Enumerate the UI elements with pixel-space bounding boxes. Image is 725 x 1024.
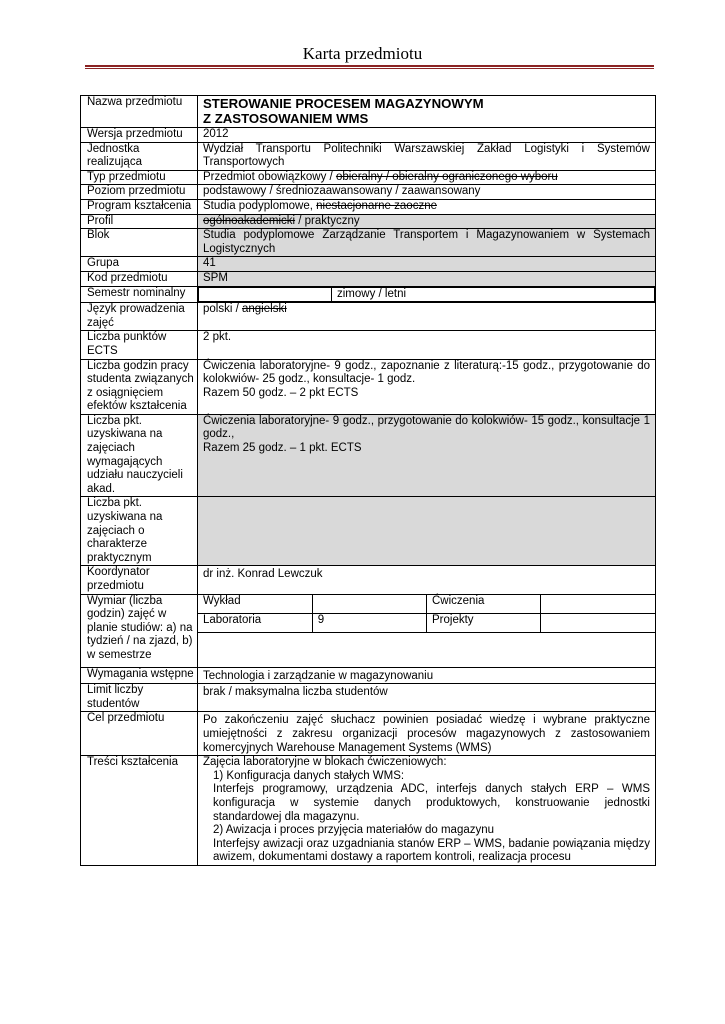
row-kod xyxy=(81,271,656,286)
tresci-paragraph-1: Interfejs programowy, urządzenia ADC, interfejs danych stałych ERP – WMS konfiguracja w systemie danych produktowych, konstruowanie jednostki standardowej dla magazynu. xyxy=(213,783,650,823)
row-typ xyxy=(81,170,656,185)
row-wymiar xyxy=(81,594,656,667)
value-cel: Po zakończeniu zajęć słuchacz powinien posiadać wiedzę i wybrane praktyczne umiejętności z zakresu organizacji procesów magazynowych z zastosowaniem komercyjnych Warehouse Management Systems (WMS) xyxy=(198,712,656,756)
row-blok xyxy=(81,229,656,257)
pkt-nauczyciel-line1: Ćwiczenia laboratoryjne- 9 godz., przygotowanie do kolokwiów- 15 godz., konsultacje 1 godz., xyxy=(203,414,650,441)
label-semestr: Semestr nominalny xyxy=(81,286,198,303)
row-program xyxy=(81,199,656,214)
label-kod: Kod przedmiotu xyxy=(81,271,198,286)
label-wymagania: Wymagania wstępne xyxy=(81,667,198,684)
typ-plain: Przedmiot obowiązkowy / xyxy=(203,170,336,183)
value-koordynator: dr inż. Konrad Lewczuk xyxy=(198,566,656,594)
value-ects: 2 pkt. xyxy=(198,331,656,359)
value-blok: Studia podyplomowe Zarządzanie Transportem i Magazynowaniem w Systemach Logistycznych xyxy=(198,229,656,257)
value-semestr xyxy=(198,286,656,303)
jezyk-struck: angielski xyxy=(242,303,287,316)
value-grupa: 41 xyxy=(198,257,656,272)
row-nazwa xyxy=(81,96,656,128)
row-grupa xyxy=(81,257,656,272)
profil-plain: / praktyczny xyxy=(295,214,360,227)
typ-struck: obieralny / obieralny ograniczonego wyboru xyxy=(335,170,558,183)
page-title: Karta przedmiotu xyxy=(302,44,423,63)
row-jednostka xyxy=(81,142,656,170)
value-program xyxy=(198,199,656,214)
tresci-heading-1: 1) Konfiguracja danych stałych WMS: xyxy=(213,769,405,782)
row-limit xyxy=(81,684,656,712)
course-card-table xyxy=(80,95,656,866)
value-wersja: 2012 xyxy=(198,128,656,143)
pkt-nauczyciel-line2: Razem 25 godz. – 1 pkt. ECTS xyxy=(203,442,362,455)
wymiar-wyklad-value xyxy=(312,595,426,614)
wymiar-projekty-value xyxy=(541,613,655,632)
value-kod: SPM xyxy=(198,271,656,286)
tresci-paragraph-2: Interfejsy awizacji oraz uzgadniania stanów ERP – WMS, badanie powiązania między awizem, dokumentami dostawy a raportem kontroli, realizacja procesu xyxy=(213,837,650,864)
value-profil xyxy=(198,214,656,229)
godziny-line1: Ćwiczenia laboratoryjne- 9 godz., zapoznanie z literaturą:-15 godz., przygotowanie do kolokwiów- 25 godz., konsultacje- 1 godz. xyxy=(203,359,650,386)
wymiar-laboratoria-label: Laboratoria xyxy=(198,613,312,632)
row-pkt-praktyczne xyxy=(81,497,656,566)
program-struck: niestacjonarne zaoczne xyxy=(316,199,437,212)
label-wymiar: Wymiar (liczba godzin) zajęć w planie studiów: a) na tydzień / na zjazd, b) w semestrze xyxy=(81,594,198,667)
label-profil: Profil xyxy=(81,214,198,229)
jezyk-plain: polski / xyxy=(203,303,242,316)
program-plain: Studia podyplomowe, xyxy=(203,199,317,212)
row-wymagania xyxy=(81,667,656,684)
wymiar-grid xyxy=(198,595,655,667)
value-wymagania: Technologia i zarządzanie w magazynowaniu xyxy=(198,667,656,684)
value-typ xyxy=(198,170,656,185)
course-title-line1: STEROWANIE PROCESEM MAGAZYNOWYM xyxy=(203,96,484,111)
tresci-intro: Zajęcia laboratoryjne w blokach ćwiczeniowych: xyxy=(203,756,447,769)
value-nazwa xyxy=(198,96,656,128)
label-ects: Liczba punktów ECTS xyxy=(81,331,198,359)
row-poziom xyxy=(81,185,656,200)
wymiar-cwiczenia-value xyxy=(541,595,655,614)
label-godziny: Liczba godzin pracy studenta związanych z osiągnięciem efektów kształcenia xyxy=(81,359,198,414)
label-koordynator: Koordynator przedmiotu xyxy=(81,566,198,594)
label-program: Program kształcenia xyxy=(81,199,198,214)
godziny-line2: Razem 50 godz. – 2 pkt ECTS xyxy=(203,386,359,399)
tresci-heading-2: 2) Awizacja i proces przyjęcia materiałów do magazynu xyxy=(213,824,495,837)
value-jednostka: Wydział Transportu Politechniki Warszawskiej Zakład Logistyki i Systemów Transportowych xyxy=(198,142,656,170)
label-wersja: Wersja przedmiotu xyxy=(81,128,198,143)
wymiar-laboratoria-value: 9 xyxy=(312,613,426,632)
label-jezyk: Język prowadzenia zajęć xyxy=(81,303,198,331)
label-jednostka: Jednostka realizująca xyxy=(81,142,198,170)
label-tresci: Treści kształcenia xyxy=(81,756,198,866)
row-pkt-nauczyciel xyxy=(81,414,656,497)
profil-struck: ogólnoakademicki xyxy=(203,214,296,227)
row-cel xyxy=(81,712,656,756)
value-wymiar xyxy=(198,594,656,667)
row-profil xyxy=(81,214,656,229)
row-godziny xyxy=(81,359,656,414)
label-poziom: Poziom przedmiotu xyxy=(81,185,198,200)
label-blok: Blok xyxy=(81,229,198,257)
label-cel: Cel przedmiotu xyxy=(81,712,198,756)
wymiar-blank xyxy=(198,632,655,667)
label-nazwa: Nazwa przedmiotu xyxy=(81,96,198,128)
wymiar-cwiczenia-label: Ćwiczenia xyxy=(427,595,541,614)
label-grupa: Grupa xyxy=(81,257,198,272)
value-godziny xyxy=(198,359,656,414)
row-wersja xyxy=(81,128,656,143)
wymiar-wyklad-label: Wykład xyxy=(198,595,312,614)
header-rule xyxy=(85,65,654,67)
row-tresci xyxy=(81,756,656,866)
value-pkt-praktyczne xyxy=(198,497,656,566)
row-ects xyxy=(81,331,656,359)
row-semestr xyxy=(81,286,656,303)
label-limit: Limit liczby studentów xyxy=(81,684,198,712)
course-title-line2: Z ZASTOSOWANIEM WMS xyxy=(203,110,369,126)
value-jezyk xyxy=(198,303,656,331)
semestr-number xyxy=(199,287,332,302)
semestr-season: zimowy / letni xyxy=(332,287,655,302)
row-koordynator xyxy=(81,566,656,594)
wymiar-projekty-label: Projekty xyxy=(427,613,541,632)
value-poziom: podstawowy / średniozaawansowany / zaawansowany xyxy=(198,185,656,200)
value-tresci xyxy=(198,756,656,866)
label-typ: Typ przedmiotu xyxy=(81,170,198,185)
value-limit: brak / maksymalna liczba studentów xyxy=(198,684,656,712)
header-rule-thin xyxy=(85,68,654,69)
value-pkt-nauczyciel xyxy=(198,414,656,497)
label-pkt-praktyczne: Liczba pkt. uzyskiwana na zajęciach o charakterze praktycznym xyxy=(81,497,198,566)
label-pkt-nauczyciel: Liczba pkt. uzyskiwana na zajęciach wymagających udziału nauczycieli akad. xyxy=(81,414,198,497)
row-jezyk xyxy=(81,303,656,331)
